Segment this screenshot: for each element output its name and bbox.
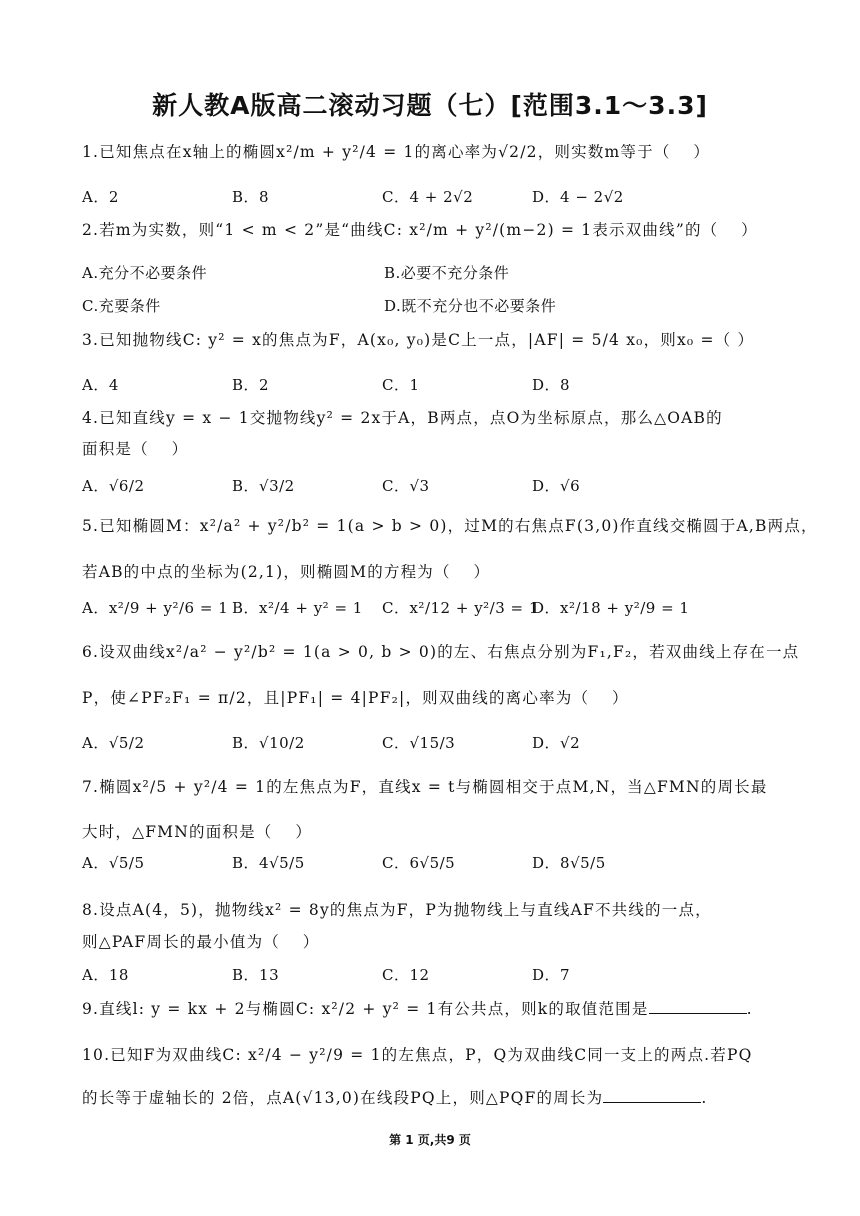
question-7-text-line-1: 7.椭圆x²/5 + y²/4 = 1的左焦点为F，直线x = t与椭圆相交于点M,N，当△FMN的周长最 — [82, 778, 768, 796]
q1-option-c: C．4 + 2√2 — [382, 188, 474, 206]
q2-option-c: C.充要条件 — [82, 297, 161, 315]
q5-option-c: C．x²/12 + y²/3 = 1 — [382, 599, 539, 617]
question-4-text-line-1: 4.已知直线y = x − 1交抛物线y² = 2x于A，B两点，点O为坐标原点，那么△OAB的 — [82, 409, 723, 427]
q1-option-b: B．8 — [232, 188, 270, 206]
question-6-text-line-2: P，使∠PF₂F₁ = π/2，且|PF₁| = 4|PF₂|，则双曲线的离心率为（ ） — [82, 689, 629, 707]
q1-option-a: A．2 — [82, 188, 119, 206]
q8-option-a: A．18 — [82, 966, 129, 984]
answer-blank-q10[interactable] — [603, 1088, 701, 1103]
q5-option-b: B．x²/4 + y² = 1 — [232, 599, 363, 617]
question-2-text: 2.若m为实数，则“1 < m < 2”是“曲线C: x²/m + y²/(m−2) = 1表示双曲线”的（ ） — [82, 221, 758, 239]
q5-option-a: A．x²/9 + y²/6 = 1 — [82, 599, 229, 617]
question-1-text: 1.已知焦点在x轴上的椭圆x²/m + y²/4 = 1的离心率为√2/2，则实数m等于（ ） — [82, 143, 711, 161]
question-8-text-line-1: 8.设点A(4，5)，抛物线x² = 8y的焦点为F，P为抛物线上与直线AF不共线的一点， — [82, 901, 712, 919]
q5-option-d: D．x²/18 + y²/9 = 1 — [532, 599, 690, 617]
q2-option-a: A.充分不必要条件 — [82, 264, 208, 282]
q1-option-d: D．4 − 2√2 — [532, 188, 624, 206]
q3-option-b: B．2 — [232, 376, 270, 394]
question-4-text-line-2: 面积是（ ） — [82, 440, 189, 458]
question-10-text-line-2: 的长等于虚轴长的 2倍，点A(√13,0)在线段PQ上，则△PQF的周长为 . — [82, 1089, 708, 1107]
q4-option-c: C．√3 — [382, 477, 430, 495]
q4-option-b: B．√3/2 — [232, 477, 295, 495]
q8-option-c: C．12 — [382, 966, 430, 984]
question-6-text-line-1: 6.设双曲线x²/a² − y²/b² = 1(a > 0, b > 0)的左、右焦点分别为F₁,F₂，若双曲线上存在一点 — [82, 643, 800, 661]
q4-option-a: A．√6/2 — [82, 477, 145, 495]
question-9-text: 9.直线l: y = kx + 2与椭圆C: x²/2 + y² = 1有公共点，则k的取值范围是 . — [82, 1000, 753, 1018]
question-9-stem: 9.直线l: y = kx + 2与椭圆C: x²/2 + y² = 1有公共点，则k的取值范围是 — [82, 1000, 649, 1018]
answer-blank-q9[interactable] — [649, 999, 747, 1014]
page-footer: 第 1 页,共9 页 — [389, 1133, 471, 1147]
question-10-text-line-1: 10.已知F为双曲线C: x²/4 − y²/9 = 1的左焦点，P，Q为双曲线C同一支上的两点.若PQ — [82, 1046, 753, 1064]
question-7-text-line-2: 大时，△FMN的面积是（ ） — [82, 823, 313, 841]
q2-option-d: D.既不充分也不必要条件 — [384, 297, 557, 315]
q6-option-d: D．√2 — [532, 734, 581, 752]
q7-option-a: A．√5/5 — [82, 854, 145, 872]
q3-option-d: D．8 — [532, 376, 571, 394]
question-3-text: 3.已知抛物线C: y² = x的焦点为F，A(x₀, y₀)是C上一点，|AF| = 5/4 x₀，则x₀ =（ ） — [82, 331, 755, 349]
q6-option-a: A．√5/2 — [82, 734, 145, 752]
q7-option-b: B．4√5/5 — [232, 854, 305, 872]
question-10-stem: 的长等于虚轴长的 2倍，点A(√13,0)在线段PQ上，则△PQF的周长为 — [82, 1089, 604, 1107]
q8-option-d: D．7 — [532, 966, 571, 984]
question-5-text-line-1: 5.已知椭圆M：x²/a² + y²/b² = 1(a > b > 0)，过M的右焦点F(3,0)作直线交椭圆于A,B两点， — [82, 517, 818, 535]
q7-option-c: C．6√5/5 — [382, 854, 456, 872]
q3-option-a: A．4 — [82, 376, 119, 394]
q4-option-d: D．√6 — [532, 477, 581, 495]
q6-option-c: C．√15/3 — [382, 734, 456, 752]
q6-option-b: B．√10/2 — [232, 734, 305, 752]
q8-option-b: B．13 — [232, 966, 280, 984]
q2-option-b: B.必要不充分条件 — [384, 264, 510, 282]
question-5-text-line-2: 若AB的中点的坐标为(2,1)，则椭圆M的方程为（ ） — [82, 563, 491, 581]
question-8-text-line-2: 则△PAF周长的最小值为（ ） — [82, 933, 320, 951]
page-title: 新人教A版高二滚动习题（七）[范围3.1～3.3] — [152, 91, 708, 120]
q3-option-c: C．1 — [382, 376, 420, 394]
q7-option-d: D．8√5/5 — [532, 854, 606, 872]
